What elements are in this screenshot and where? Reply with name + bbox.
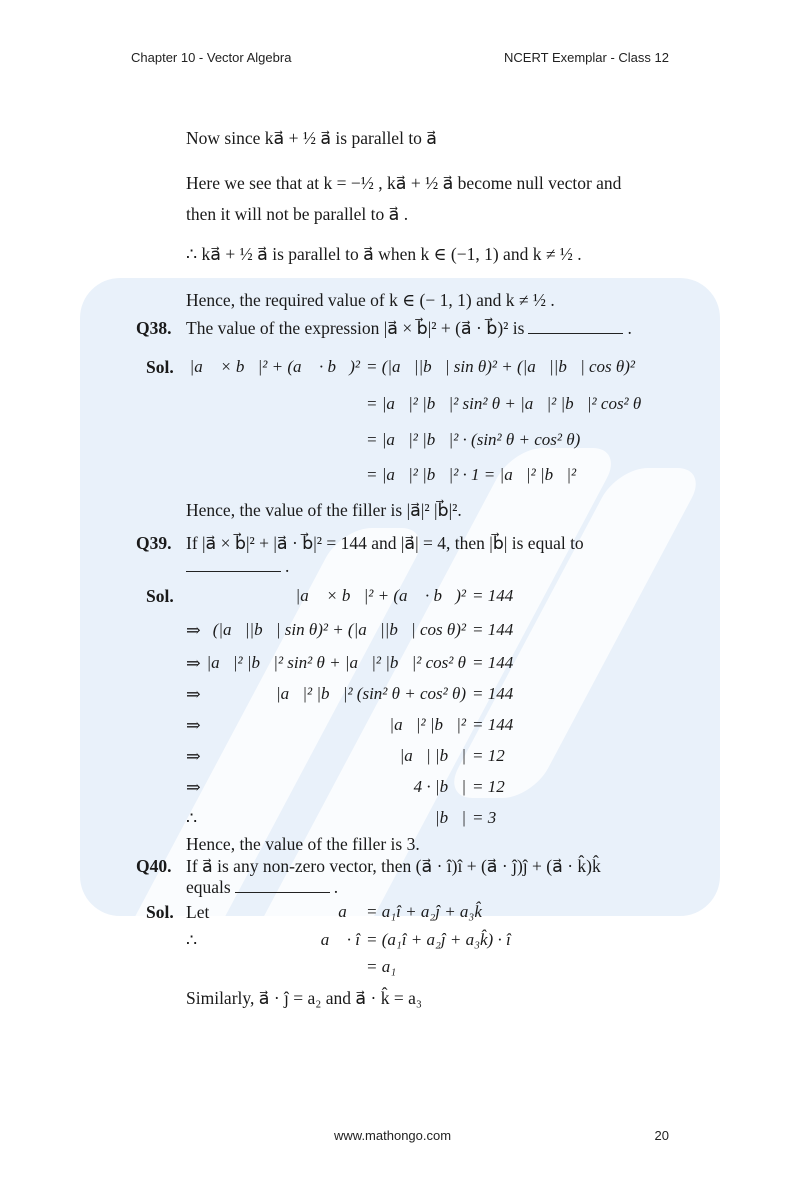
step-symbol: ∴ (186, 808, 198, 828)
equation-rhs: = a₁î + a₂ĵ + a₃k̂ (366, 902, 482, 921)
answer-blank (186, 571, 281, 572)
equation-lhs: |a⃗|² |b⃗|² (389, 715, 466, 734)
equation-rhs: = 144 (472, 684, 514, 703)
step-symbol: ⇒ (186, 746, 201, 766)
equation-rhs: = 3 (472, 808, 497, 827)
question-text: . (186, 556, 289, 577)
equation-rhs: = 144 (472, 653, 514, 672)
step-symbol: ⇒ (186, 777, 201, 797)
equation-rhs: = 144 (472, 586, 514, 605)
equation-rhs: = a₁ (366, 957, 397, 976)
equation-lhs: |a⃗| |b⃗| (399, 746, 466, 765)
step-symbol: ⇒ (186, 684, 201, 704)
intro-line: Here we see that at k = −½ , ka⃗ + ½ a⃗ become null vector and (186, 173, 622, 193)
solution-conclusion: Hence, the value of the filler is 3. (186, 834, 420, 854)
equation-lhs: |a⃗|² |b⃗|² (sin² θ + cos² θ) (275, 684, 466, 703)
equation-lhs: |b⃗| (434, 808, 466, 827)
page-number: 20 (654, 1128, 669, 1143)
intro-line: Hence, the required value of k ∈ (− 1, 1) and k ≠ ½ . (186, 290, 555, 310)
equation-rhs: = 12 (472, 746, 505, 765)
solution-conclusion: Hence, the value of the filler is |a⃗|² |b⃗|². (186, 500, 462, 520)
footer-site: www.mathongo.com (334, 1128, 452, 1143)
intro-line: ∴ ka⃗ + ½ a⃗ is parallel to a⃗ when k ∈ (−1, 1) and k ≠ ½ . (186, 244, 582, 264)
equation-step: = |a⃗|² |b⃗|² sin² θ + |a⃗|² |b⃗|² cos² θ (366, 394, 642, 413)
step-symbol: ⇒ (186, 620, 201, 640)
solution-text: Let (186, 902, 210, 922)
equation-lhs: |a⃗|² |b⃗|² sin² θ + |a⃗|² |b⃗|² cos² θ (206, 653, 466, 672)
question-text: If |a⃗ × b⃗|² + |a⃗ · b⃗|² = 144 and |a⃗| = 4, then |b⃗| is equal to (186, 533, 584, 553)
question-text: If a⃗ is any non-zero vector, then (a⃗ · î)î + (a⃗ · ĵ)ĵ + (a⃗ · k̂)k̂ (186, 856, 601, 876)
answer-blank (235, 892, 330, 893)
equation-step: = |a⃗|² |b⃗|² · 1 = |a⃗|² |b⃗|² (366, 465, 577, 484)
question-text: equals . (186, 877, 339, 897)
equation-step: = (|a⃗||b⃗| sin θ)² + (|a⃗||b⃗| cos θ)² (366, 357, 636, 376)
question-label: Q40. (136, 856, 172, 876)
equation-lhs: (|a⃗||b⃗| sin θ)² + (|a⃗||b⃗| cos θ)² (212, 620, 466, 639)
header-book: NCERT Exemplar - Class 12 (504, 50, 669, 65)
equation-lhs: a⃗ · î (320, 930, 360, 949)
step-symbol: ⇒ (186, 653, 201, 673)
equation-rhs: = 12 (472, 777, 505, 796)
step-symbol: ∴ (186, 930, 198, 950)
step-symbol: ⇒ (186, 715, 201, 735)
solution-label: Sol. (146, 357, 174, 377)
equation-rhs: = (a₁î + a₂ĵ + a₃k̂) · î (366, 930, 511, 949)
question-label: Q38. (136, 318, 172, 338)
equation-step: = |a⃗|² |b⃗|² · (sin² θ + cos² θ) (366, 430, 581, 449)
answer-blank (528, 333, 623, 334)
intro-line: Now since ka⃗ + ½ a⃗ is parallel to a⃗ (186, 128, 438, 148)
equation-rhs: = 144 (472, 620, 514, 639)
question-label: Q39. (136, 533, 172, 553)
intro-line: then it will not be parallel to a⃗ . (186, 204, 409, 224)
solution-label: Sol. (146, 586, 174, 606)
question-text: The value of the expression |a⃗ × b⃗|² + (a⃗ · b⃗)² is . (186, 318, 632, 338)
header-chapter: Chapter 10 - Vector Algebra (131, 50, 292, 65)
equation-lhs: a⃗ (338, 902, 360, 921)
equation-lhs: |a⃗ × b⃗|² + (a⃗ · b⃗)² (189, 357, 360, 376)
solution-text: Similarly, a⃗ · ĵ = a₂ and a⃗ · k̂ = a₃ (186, 988, 422, 1008)
equation-lhs: 4 · |b⃗| (413, 777, 466, 796)
equation-rhs: = 144 (472, 715, 514, 734)
equation-lhs: |a⃗ × b⃗|² + (a⃗ · b⃗)² (295, 586, 466, 605)
solution-label: Sol. (146, 902, 174, 922)
